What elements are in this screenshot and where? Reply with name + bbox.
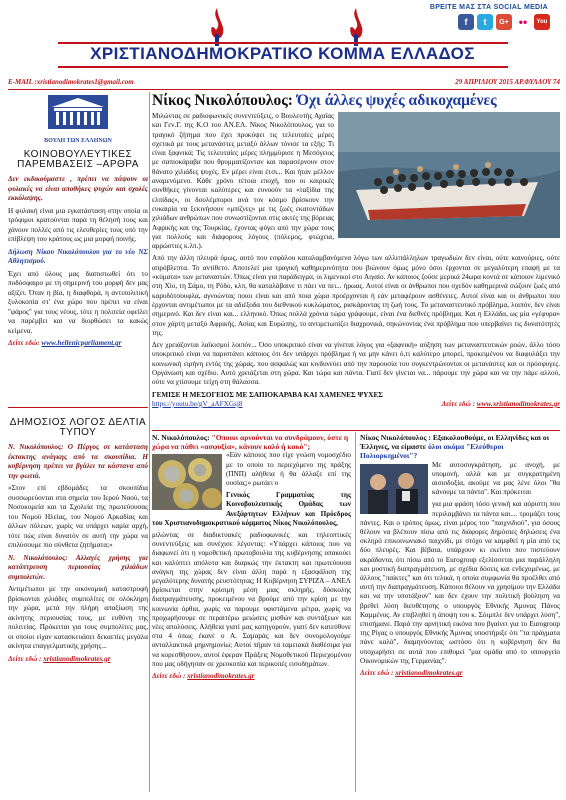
facebook-icon[interactable]: f [458, 14, 474, 30]
column-divider [355, 432, 356, 792]
flickr-icon[interactable]: •• [515, 14, 531, 30]
left-column-bottom [8, 418, 148, 664]
google-plus-icon[interactable]: G+ [496, 14, 512, 30]
party-title: ΧΡΙΣΤΙΑΝΟΔΗΜΟΚΡΑΤΙΚΟ ΚΟΜΜΑ ΕΛΛΑΔΟΣ [90, 44, 475, 63]
article-text: Με αυτοσυγκράτηση, με ανοχή, με υπομονή, αλλά και με συγκρατημένη αισιοδοξία, ακούμε να μας λένε όλοι "θα κάνουμε τα πάντα". Και πρόκειται [432, 460, 560, 497]
headline-prefix: Νίκος Νικολόπουλος: [152, 92, 297, 109]
closing-line: ΓΕΜΙΣΕ Η ΜΕΣΟΓΕΙΟΣ ΜΕ ΣΑΠΙΟΚΑΡΑΒΑ ΚΑΙ ΧΑΜΕΝΕΣ ΨΥΧΕΣ [152, 390, 383, 399]
divider [8, 407, 148, 408]
article-text: «Εάν κάποιος που είχε γνώση νομοσχέδιο με το οποίο το περιεχόμενο της πράξης (ΠΝΠ) αλήθεια ή θα άλλαζε επί της ουσίας;» ρωτάει ο [226, 451, 351, 488]
flame-logo-icon [206, 6, 228, 46]
article-text: Αντιμέτωποι με την οικονομική καταστροφή βρίσκονται χιλιάδες συμπολίτες σε ολόκληρη την χώρα, μετά την πλήρη απαξίωση της ακίνητης περιουσίας τους, με ευθύνη της πολιτείας. Πρόκειται για τους συμπολίτες μας, οι οποίοι είχαν κατασκευάσει δεκαετίες μεγάλα ακίνητα επαγγελματικής χρήσης... [8, 585, 148, 650]
read-more-link[interactable]: www.xristianodimokrates.gr [476, 399, 560, 408]
ministers-photo [360, 464, 428, 514]
coins-photo [152, 454, 222, 510]
box-headline [360, 433, 560, 461]
article-text: Η φυλακή είναι μια εγκατάσταση στην οποία οι τρόφιμοι κρατούνται παρά τη θέλησή τους και χάνουν πολλές από τις ελευθερίες τους υπό την επίβλεψη του κράτους ως μια μορφή ποινής. [8, 206, 148, 243]
headline-highlight: "Οποιοι αρνούνται να συνδράμουν, όστε η χώρα να πάθει «ασφυξία», κάνουν καλό ή κακό"; [152, 433, 349, 452]
parliament-building-icon [8, 93, 148, 139]
left-column-top [8, 150, 148, 349]
social-media-label: ΒΡΕΙΤΕ ΜΑΣ ΣΤΑ SOCIAL MEDIA [429, 4, 548, 11]
issue-info: 29 ΑΠΡΙΛΙΟΥ 2015 ΑΡ.ΦΥΛΛΟΥ 74 [455, 78, 560, 86]
box-headline [152, 433, 351, 451]
headline-highlight: όλοι ακόμα "Ελεύθεροι Πολιορκημένοι"? [360, 442, 504, 461]
read-more-link[interactable]: www.hellenicparliament.gr [41, 339, 122, 347]
twitter-icon[interactable]: t [477, 14, 493, 30]
parliament-logo [8, 93, 148, 146]
article-text: Από την άλλη πλευρά όμως, αυτό που εσφάλου καταλαμβανόμενα λόγω των αλλεπάλληλων τραγωδιών δεν είναι, ούτε καινούριες, ούτε απρόβλεπτα. Το αντίθετο. Αποτελεί μια τραγική καθημερινότητα που βιώνουν όμως μόνο όσοι έρχονται σε μεγαλύτερη επαφή με τα «κύματα» των μεταναστών. Όπως είναι για παράδειγμα, οι λιμενικοί στο Αιγαίο. Αν κάποιος ζούσε μερικά 24ωρα κοντά σε κάποιον λιμενικό στη Χίο, τη Σάμο, τη Ρόδο, κλπ, θα καταλάβαινε τι πάει να πει... ήρωας. Αυτοί είναι οι άνθρωποι που σχεδόν καθημερινά σώζουν ζωές από καρυδότσουφλα, αγνοώντας ποιοι είναι και από ποια χώρα προέρχονται ή εάν μεταφέρουν ασθένειες. Αυτοί είναι και οι άνθρωποι που έρχονται αντιμέτωποι με τα αδιέξοδα του διεθνικού κυκλώματος, ρισκάροντας τη ζωή τους. Το μεταναστευτικό πρόβλημα, λοιπόν, δεν είναι σημερινό. Και δεν είναι και... ελληνικό. Όπως πολλά χρόνια τώρα γράφουμε, είναι ένα διεθνές πρόβλημα. Και η Ελλάδα, ως μία «γέφυρα» στον χάρτη μεταξύ Αφρικής, Ασίας και Ευρώπης, το αντιμετωπίζει διαχρονικά, σηκώνοντας ένα πρόβλημα που υπερβαίνει τις δυνατότητές της. [152, 254, 560, 337]
read-more-label: Δείτε εδώ: [8, 339, 40, 347]
section-title: ΔΗΜΟΣΙΟΣ ΛΟΓΟΣ ΔΕΛΤΙΑ ΤΥΠΟΥ [9, 417, 147, 438]
read-more-label: Δείτε εδώ : [441, 399, 475, 408]
column-divider [149, 92, 150, 792]
ministers-portrait-icon [360, 464, 428, 514]
read-more-link[interactable]: xristianodimokrates.gr [43, 654, 111, 663]
article-text: για μια φράση τόσο γενική και αόριστη που περιλαμβάνει τα πάντα και.... τρομάζει τους πάντες. Και ο τρόπος όμως, είναι μέρος του "παιχνιδιού", για όσους θέλουν να βλέπουν πίσω από τις διάφορες δημόσιες δηλώσεις ένα σκληρό επικοινωνιακό παιχνίδι, με στόχο να καμφθεί η μία από τις δύο πλευρές. Και βέβαια, υπάρχουν κι εκείνοι που πιστεύουν ακράδαντα, ότι πίσω από το Eurogroup εξελίσσεται μια παράλληλη και μυστική διαπραγμάτευση, με σχέδια δόσεις και ενδεχομένως, με άλλους "παίκτες" και ότι τελικά, η οποία συμφωνία θα προέλθει από αυτή την διαπραγμάτευση. Κάποιοι θέλουν να χρησίμου την Ελλάδα και να την υποτάξουν" και δεν έχουν την πολιτική βούληση να βρεθεί λύση διευθέτησης ο υπουργός Εθνικής Άμυνας Πάνος Καμμένος. Αν επιβληθεί η άποψη του κ. Σόιμπλε δεν υπάρχει λύση", επισήμανε. Παρά την αρνητική εικόνα που βγαίνει για το Eurogroup της Ρίγας ο υπουργός Εθνικής Άμυνας υποστήριξε ότι "τα πράγματα πάνε καλά", διαμηνύοντας ωστόσο ότι η κυβέρνηση δεν θα υποχωρήσει σε αυτά που επιθυμεί "μια ομάδα από το υπουργείο Οικονομικών της Γερμανίας". [360, 500, 560, 665]
social-icons [458, 14, 550, 30]
article-text: Έχει από όλους μας διαπιστωθεί ότι το ποδόσφαιρο με τη σημερινή του μορφή δεν μας αξίζει. Όταν η βία, η διαφθορά, η αντιπολιτική ξυλοκοπία στ' ένα χώρο που πρέπει να είναι "φάρος" για τους νέους, τότε η πολιτεία οφείλει να παρέμβει και να διορθώσει τα κακώς κείμενα. [8, 269, 148, 335]
article-lead: Δεν εκδικούμαστε , πρέπει να πάψουν οι φυλακές να είναι αποθήκες ψυχών και σχολές εκκόλαψης. [8, 175, 148, 202]
migrant-boat-photo [338, 112, 560, 238]
article-lead: Ν. Νικολόπουλος: Ο Πέργος σε κατάσταση έκτακτης ανάγκης από τα σκουπίδια. Η κυβέρνηση πρέπει να βγάλει τα κάστανα από την φωτιά. [8, 443, 148, 480]
divider [8, 89, 560, 90]
email-address[interactable]: E-MAIL :xristianodimokrates1@gmail.com [8, 78, 134, 86]
article-text-bold: Γενικός Γραμματέας της Κοινοβουλευτικής Ομάδας των Ανεξάρτητων Ελλήνων και Πρόεδρος του Χριστιανοδημοκρατικού κόμματος Νίκος Νικολόπουλος, [152, 491, 351, 527]
masthead-rule-bottom [58, 66, 508, 68]
read-more-label: Δείτε εδώ : [360, 669, 394, 678]
article-box-right [360, 433, 560, 678]
headline-prefix: Νίκος Νικολόπουλος : Εξακολουθούμε, οι Ελληνίδες και οι Έλληνες, να είμαστε [360, 433, 550, 452]
divider [152, 430, 560, 431]
read-more-link[interactable]: xristianodimokrates.gr [187, 672, 255, 681]
euro-coins-icon [152, 454, 222, 510]
section-title: ΚΟΙΝΟΒΟΥΛΕΥΤΙΚΕΣ ΠΑΡΕΜΒΑΣΕΙΣ –ΑΡΘΡΑ [17, 149, 139, 170]
article-text: Δεν χρειάζονται λαϊκισμοί λοιπόν... Όσο υποκριτικό είναι να γίνεται λόγος για «ξαφνική» αύξηση των μεταναστευτικών ροών, άλλο τόσο υποκριτικό είναι να παριστάνει κάποιος ότι δεν υπάρχει πρόβλημα ή να μην κάνει ό,τι καλύτερο μπορεί, προκειμένου να διαφυλάξει την κοινωνική ειρήνη εντός της χώρας, που ασφαλώς και κινδυνεύει από την παρουσία του συγκεντρώνονται οι μετανάστες και οι πρόσφυγες. Οργάνωση και σχέδιο. Αυτό χρειάζεται στη χώρα. Και τώρα και πάντα. Γιατί δεν γίνεται να... πάρουμε την χώρα και να την πάμε αλλού, ούτε να χτίσουμε τείχη στη θάλασσα. [152, 341, 560, 387]
youtube-link[interactable]: https://youtu.be/gV_aAFXGsj8 [152, 399, 243, 408]
article-lead: Δήλωση Νίκου Νικολόπουλου για το νέο ΝΣ Αθλητισμού. [8, 247, 148, 265]
headline-prefix: Ν. Νικολόπουλος: [152, 433, 212, 442]
youtube-icon[interactable]: You [534, 14, 550, 30]
read-more-label: Δείτε εδώ : [8, 654, 42, 663]
flame-logo-icon [345, 6, 367, 46]
main-headline [152, 92, 560, 110]
read-more-label: Δείτε εδώ : [152, 672, 186, 681]
article-text: «Στον επί εβδομάδες τα σκουπίδια συσσωρεύονται στα σημεία του Ιερού Ναού, τα Νοσοκομεία και τα Σχολεία της πρωτεύουσας του Νομού Ηλείας, του Νομού Αρκαδίας και άλλων πόλεων, χωρίς να υπάρχει καμία αρχή, τότε πώς είναι δυνατόν σε αυτή την χώρα να επιλύσουμε πιο σύνθετα ζητήματα;» [8, 484, 148, 549]
logo-caption: ΒΟΥΛΗ ΤΩΝ ΕΛΛΗΝΩΝ [44, 137, 112, 144]
article-box-left [152, 433, 351, 681]
article-text: μιλώντας σε διαδικτυακές ραδιοφωνικές και τηλεοπτικές συνεντεύξεις και συνέχισε λέγοντας: «Υπάρχει κάποιος που να διαφωνεί ότι η νομοθετική πρωτοβουλία της κυβέρνησης υπακούει και καλύπτει απόλυτα και διαρκώς την έκτακτη και πρωτεύουσα ανάγκη της χώρας δεν είναι άλλη παρά η εξασφάλιση της μεγαλύτερης δυνατής ρευστότητας; Η Κυβέρνηση ΣΥΡΙΖΑ – ΑΝΕΛ βρίσκεται στην κρίσιμη μέση μιας σκληρής, δύσκολης διαπραγμάτευσης, προκειμένου να βρούμε από την κρίση με την κοινωνία όρθια, χωρίς να παρουμε υφιστάμενα μέτρα, χωρίς να προχωρήσουμε σε περαιτέρω μειώσεις μισθών και συντάξεων και νέες απολύσεις. Αλήθεια γιατί μας κατηγορούν, γιατί δεν κατεύθυνε στα 4 όπως έκανε ο Α. Σαμαράς και δεν συνομολογούμε ανταλλακτικά μημνημονίω; Αυτοί πήραν τα ταμειακά διαθέσιμα για να κορεσθήσουν, αυτοί έφεραν Πράξεις Νομοθετικού Περιεχομένου που μας οδήγησαν σε χρεοκοπία και περικοπές εισοδημάτων. [152, 531, 351, 668]
email-bar [8, 78, 560, 86]
article-text: Μιλώντας σε ραδιοφωνικές συνεντεύξεις, ο Βουλευτής Αχαΐας και Γεν.Γ. της Κ.Ο του ΑΝ.ΕΛ. Νίκος Νικολόπουλος, για το τραγικό ζήτημα που έχει προκύψει τις τελευταίες μέρες σχετικά με τους μετανάστες μεταξύ άλλων τόνισε τα εξής: Τι είναι ξαφνικά; Τις τελευταίες μέρες πλημμύρισε η Μεσόγειος με σαπιοκάραβα που θρυμματίζονταν και παρασέρνουν στον θάνατο χιλιάδες ψυχές. Εν μέρει είναι έτσι... Και ήταν μέλλον αναμενόμενο. Κάθε χρόνο τέτοια εποχή, που οι καιρικές συνθήκες γίνονται καλύτερες και ευνοούν τα «ταξίδια της ελπίδας», οι δουλέμποροι ανά τον κόσμο βρίσκουν την ευκαιρία να ξεκινήσουν «μπίζνες» με τις ζωές εκατοντάδων χιλιάδων ανθρώπων που συνωστίζονται στις ακτές της βόρειας Αφρικής και της Τουρκίας, έχοντας φύγει από την χώρα τους για πολλούς και διάφορους λόγους (πόλεμος, φτώχεια, αρρώστιες κ.λπ.). [152, 112, 334, 251]
article-lead: Ν. Νικολόπουλος: Αλλαγές χρήσης για κατόπτρευση περιουσίας χιλιάδων συμπολιτών. [8, 553, 148, 581]
read-more-link[interactable]: xristianodimokrates.gr [395, 669, 463, 678]
headline-highlight: Όχι άλλες ψυχές αδικοχαμένες [296, 92, 497, 109]
